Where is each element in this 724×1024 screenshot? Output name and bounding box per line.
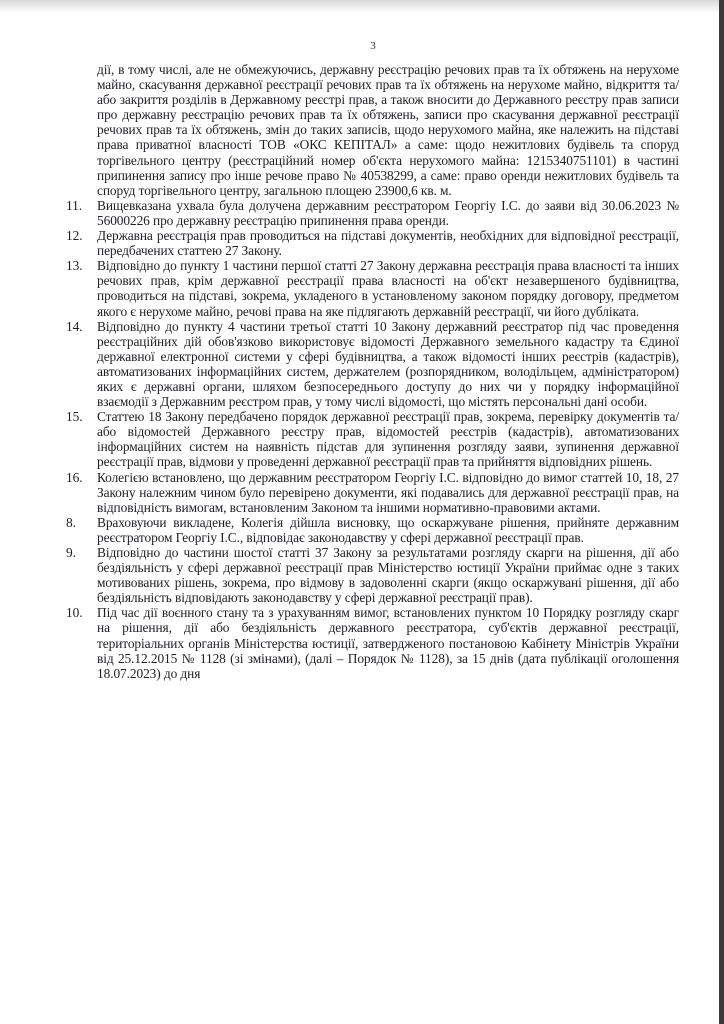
item-number: 11. [66,197,82,213]
numbered-item-13 [66,258,679,319]
item-text: Вищевказана ухвала була долучена державним реєстратором Георгіу І.С. до заяви від 30.06.2023 № 56000226 про державну реєстрацію припинення права оренди. [97,197,679,228]
numbered-item-8 [66,514,679,545]
item-text: Колегією встановлено, що державним реєстратором Георгіу І.С. відповідно до вимог статтей 10, 18, 27 Закону належним чином було перевірено документи, які подавались для державної реєстрації прав, на відповідність вимогам, встановленим Законом та іншими нормативно-правовими актами. [97,469,679,515]
item-text: Відповідно до пункту 1 частини першої статті 27 Закону державна реєстрація права власності та інших речових прав, крім державної реєстрації права власності на об'єкт незавершеного будівництва, проводиться на підставі, зокрема, укладеного в установленому законом порядку договору, предметом якого є нерухоме майно, речові права на яке підлягають державній реєстрації, чи його дубліката. [97,258,679,319]
item-text: Відповідно до пункту 4 частини третьої статті 10 Закону державний реєстратор під час проведення реєстраційних дій обов'язково використовує відомості Державного земельного кадастру та Єдиної державної електронної системи у сфері будівництва, а також відомості інших реєстрів (кадастрів), автоматизованих інформаційних систем, держателем (розпорядником, володільцем, адміністратором) яких є державні органи, шляхом безпосереднього доступу до них чи у порядку інформаційної взаємодії з Державним реєстром прав, у тому числі відомості, що містять персональні дані особи. [97,318,679,410]
item-number: 9. [66,545,76,560]
item-number: 12. [66,228,83,244]
item-text: Відповідно до частини шостої статті 37 Закону за результатами розгляду скарги на рішення, дії або бездіяльність у сфері державної реєстрації прав Міністерство юстиції України приймає одне з таких мотивованих рішень, зокрема, про відмову в задоволенні скарги (якщо оскаржувані рішення, дії або бездіяльність відповідають законодавству у сфері державної реєстрації прав). [97,545,679,606]
viewer-scrollbar-edge[interactable] [719,0,724,1024]
numbered-item-11 [66,197,679,228]
item-number: 16. [66,469,83,485]
item-text: Під час дії воєнного стану та з урахуванням вимог, встановлених пунктом 10 Порядку розгляду скарг на рішення, дії або бездіяльність державного реєстратора, суб'єктів державної реєстрації, територіальних органів Міністерства юстиції, затвердженого постановою Кабінету Міністрів України від 25.12.2015 № 1128 (зі змінами), (далі – Порядок № 1128), за 15 днів (дата публікації оголошення 18.07.2023) до дня [97,605,679,681]
numbered-item-15 [66,409,679,470]
numbered-item-14 [66,318,679,410]
item-text: Враховуючи викладене, Колегія дійшла висновку, що оскаржуване рішення, прийняте державним реєстратором Георгіу І.С., відповідає законодавству у сфері державної реєстрації прав. [97,514,679,545]
item-number: 14. [66,318,83,334]
document-body [66,62,679,681]
item-text: Державна реєстрація прав проводиться на підставі документів, необхідних для відповідної реєстрації, передбачених статтею 27 Закону. [97,228,679,259]
continuation-paragraph: дії, в тому числі, але не обмежуючись, державну реєстрацію речових прав та їх обтяжень на нерухоме майно, скасування державної реєстрації речових прав та їх обтяжень на нерухоме майно, відкриття та/або закриття розділів в Державному реєстрі прав, а також вносити до Державного реєстру прав записи про державну реєстрацію речових прав та їх обтяжень, записи про скасування державної реєстрації речових прав та їх обтяжень, змін до таких записів, щодо нерухомого майна, яке належить на підставі права приватної власності ТОВ «ОКС КЕПІТАЛ» а саме: щодо нежитлових будівель та споруд торгівельного центру (реєстраційний номер об'єкта нерухомого майна: 1215340751101) в частині припинення запису про інше речове право № 40538299, а саме: право оренди нежитлових будівель та споруд торгівельного центру, загальною площею 23900,6 кв. м. [97,62,679,198]
item-number: 8. [66,514,76,530]
item-number: 15. [66,409,83,425]
numbered-item-10 [66,605,679,681]
page-number: 3 [370,40,376,52]
numbered-item-9 [66,545,679,606]
item-text: Статтею 18 Закону передбачено порядок державної реєстрації прав, зокрема, перевірку документів та/або відомостей Державного реєстру прав, відомостей реєстрів (кадастрів), автоматизованих інформаційних систем на наявність підстав для зупинення розгляду заяви, зупинення державної реєстрації прав, відмови у проведенні державної реєстрації прав та прийняття відповідних рішень. [97,409,679,470]
item-number: 13. [66,258,83,274]
numbered-item-12 [66,228,679,259]
item-number: 10. [66,605,83,621]
numbered-item-16 [66,469,679,515]
